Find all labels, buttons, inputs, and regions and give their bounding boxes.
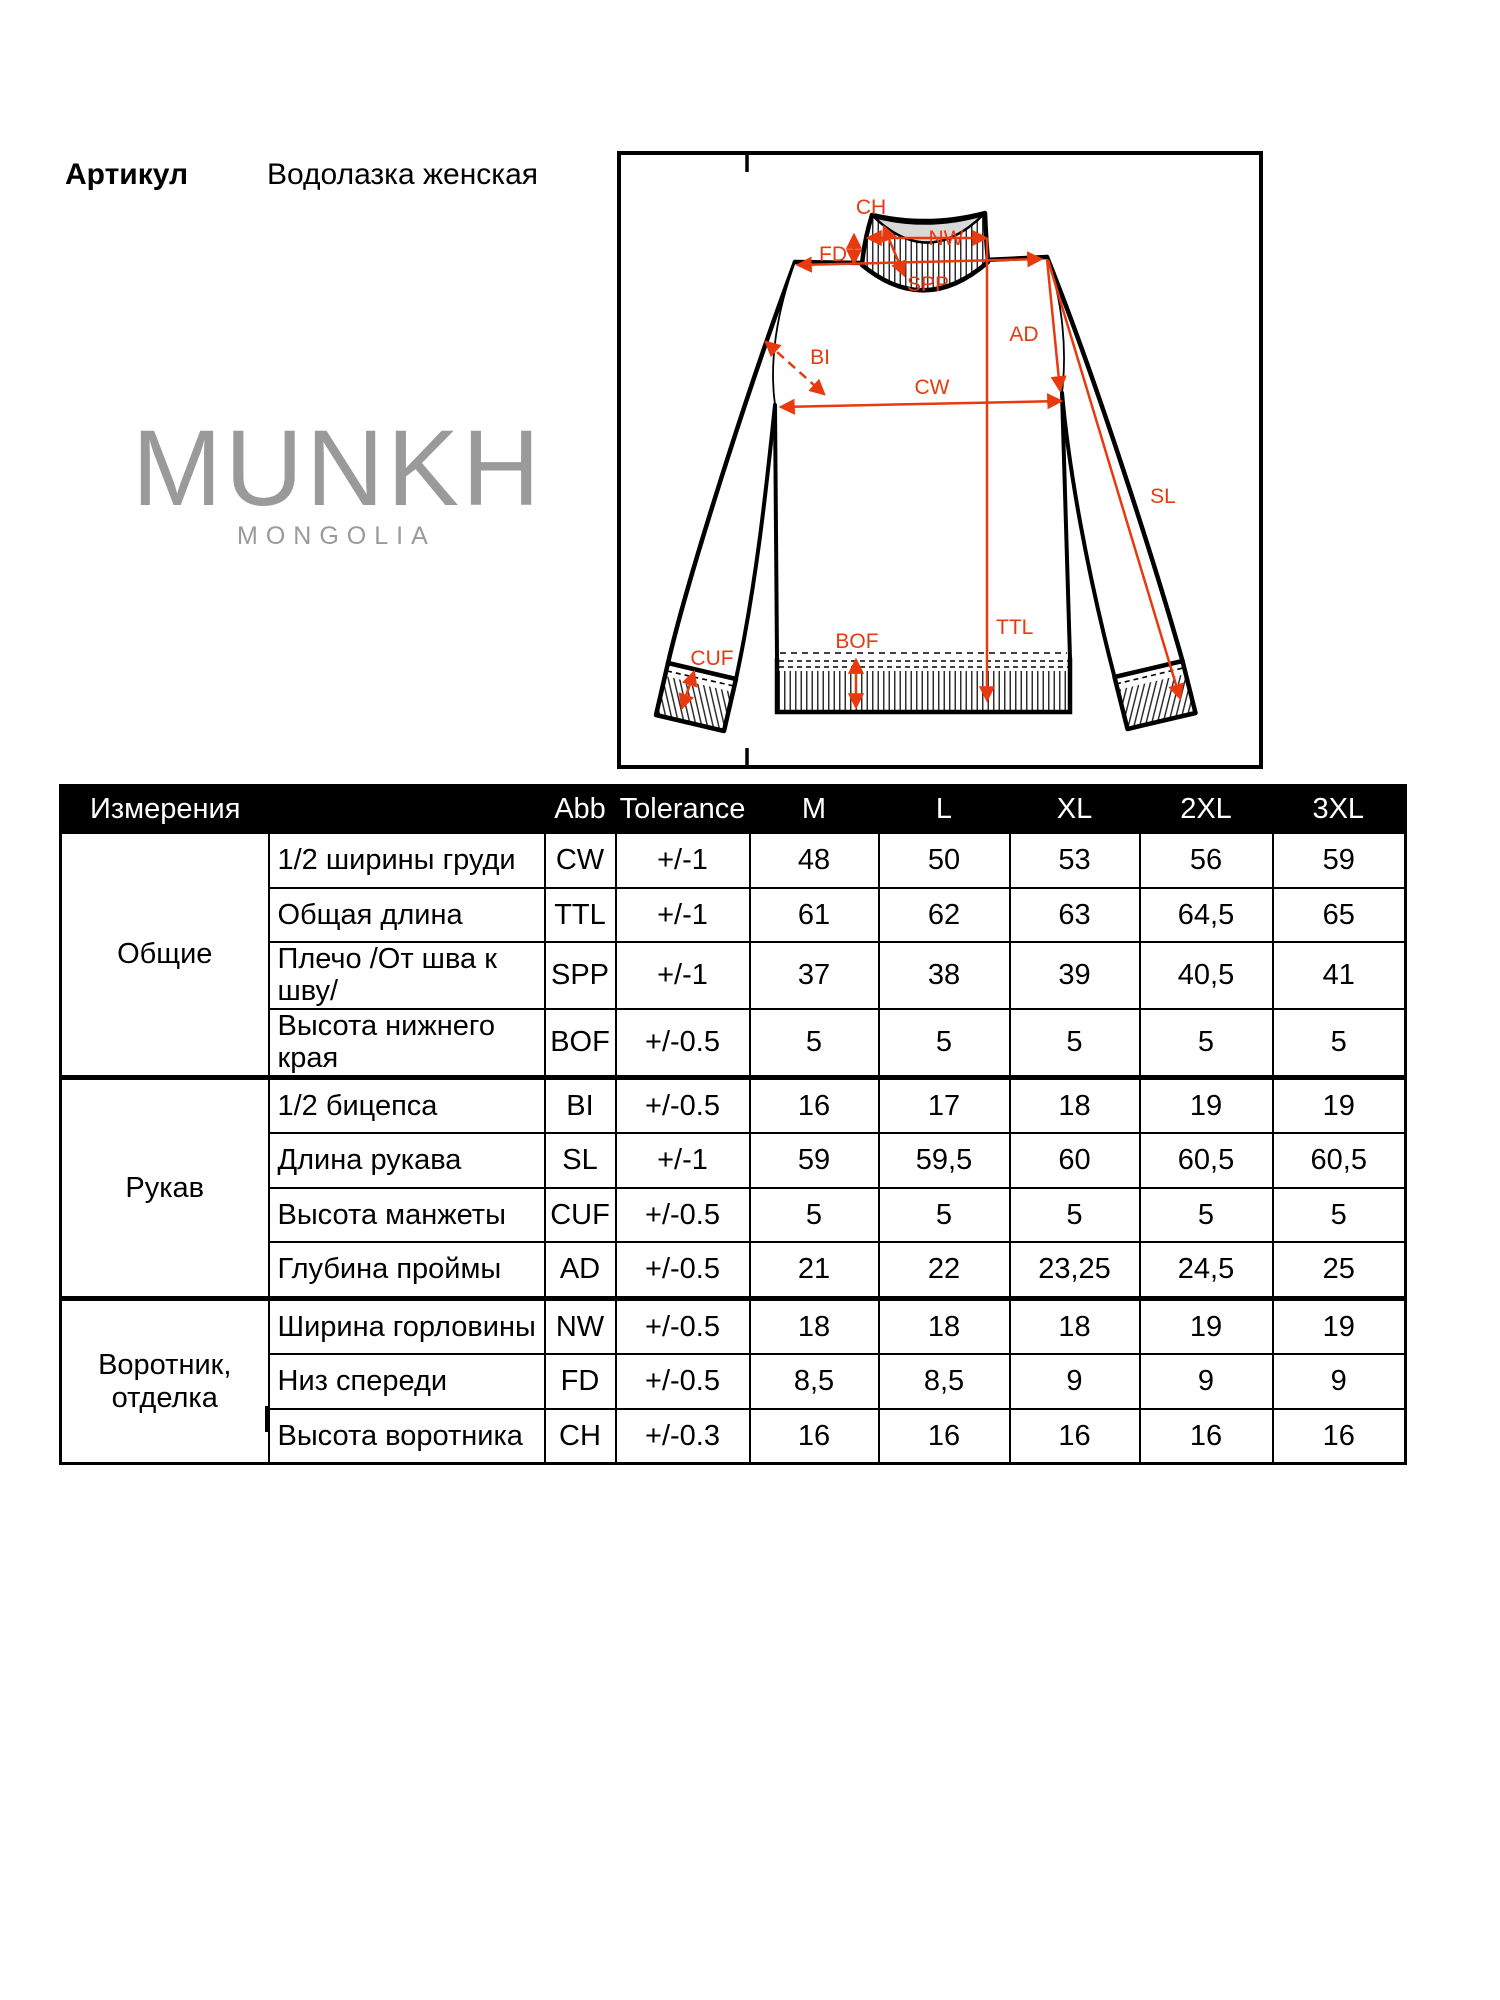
abb-cell: TTL xyxy=(545,888,616,943)
table-row xyxy=(61,1077,1406,1133)
measurement-name-cell: Высота нижнего края xyxy=(269,1009,545,1077)
value-cell: 5 xyxy=(1140,1009,1273,1077)
value-cell: 65 xyxy=(1273,888,1406,943)
value-cell: 16 xyxy=(1273,1409,1406,1464)
value-cell: 39 xyxy=(1010,942,1140,1009)
value-cell: 17 xyxy=(879,1077,1010,1133)
group-cell: Воротник, отделка xyxy=(61,1298,269,1464)
abb-cell: FD xyxy=(545,1354,616,1409)
tolerance-cell: +/-1 xyxy=(616,833,750,888)
value-cell: 5 xyxy=(879,1009,1010,1077)
value-cell: 19 xyxy=(1140,1298,1273,1354)
measurement-name-cell: Ширина горловины xyxy=(269,1298,545,1354)
col-header-abb: Abb xyxy=(545,786,616,834)
article-value: Водолазка женская xyxy=(267,158,539,191)
value-cell: 62 xyxy=(879,888,1010,943)
col-header-size-XL: XL xyxy=(1010,786,1140,834)
measurement-name-cell: Высота воротника xyxy=(269,1409,545,1464)
brand-logo-subtitle: MONGOLIA xyxy=(237,522,436,550)
value-cell: 5 xyxy=(1140,1188,1273,1243)
article-label: Артикул xyxy=(65,158,189,191)
tolerance-cell: +/-0.5 xyxy=(616,1009,750,1077)
col-header-size-L: L xyxy=(879,786,1010,834)
value-cell: 19 xyxy=(1273,1077,1406,1133)
abb-cell: BOF xyxy=(545,1009,616,1077)
abb-cell: BI xyxy=(545,1077,616,1133)
tolerance-cell: +/-1 xyxy=(616,1133,750,1188)
value-cell: 22 xyxy=(879,1242,1010,1298)
value-cell: 18 xyxy=(750,1298,879,1354)
abb-cell: SL xyxy=(545,1133,616,1188)
abb-cell: CUF xyxy=(545,1188,616,1243)
size-table xyxy=(59,784,1407,1465)
abb-cell: SPP xyxy=(545,942,616,1009)
measurement-name-cell: Низ спереди xyxy=(269,1354,545,1409)
value-cell: 48 xyxy=(750,833,879,888)
table-stub-divider xyxy=(265,1406,268,1432)
value-cell: 37 xyxy=(750,942,879,1009)
value-cell: 60,5 xyxy=(1273,1133,1406,1188)
group-cell: Рукав xyxy=(61,1077,269,1298)
tolerance-cell: +/-0.3 xyxy=(616,1409,750,1464)
table-stub-left xyxy=(59,1406,62,1432)
value-cell: 60,5 xyxy=(1140,1133,1273,1188)
brand-logo: MUNKH xyxy=(132,407,543,528)
value-cell: 5 xyxy=(1273,1188,1406,1243)
value-cell: 16 xyxy=(750,1409,879,1464)
value-cell: 9 xyxy=(1010,1354,1140,1409)
tolerance-cell: +/-0.5 xyxy=(616,1077,750,1133)
measure-label-bi: BI xyxy=(810,346,830,369)
value-cell: 50 xyxy=(879,833,1010,888)
col-header-size-M: M xyxy=(750,786,879,834)
measurement-name-cell: Плечо /От шва к шву/ xyxy=(269,942,545,1009)
measurement-name-cell: Длина рукава xyxy=(269,1133,545,1188)
value-cell: 16 xyxy=(879,1409,1010,1464)
value-cell: 59 xyxy=(1273,833,1406,888)
tolerance-cell: +/-1 xyxy=(616,942,750,1009)
value-cell: 5 xyxy=(750,1009,879,1077)
col-header-name xyxy=(269,786,545,834)
measure-label-ttl: TTL xyxy=(996,616,1034,639)
value-cell: 9 xyxy=(1273,1354,1406,1409)
tolerance-cell: +/-0.5 xyxy=(616,1354,750,1409)
table-row xyxy=(61,833,1406,888)
measure-label-cw: CW xyxy=(914,376,950,399)
sweater-body xyxy=(773,257,1070,658)
value-cell: 64,5 xyxy=(1140,888,1273,943)
value-cell: 8,5 xyxy=(750,1354,879,1409)
value-cell: 8,5 xyxy=(879,1354,1010,1409)
value-cell: 25 xyxy=(1273,1242,1406,1298)
value-cell: 18 xyxy=(1010,1077,1140,1133)
value-cell: 5 xyxy=(1273,1009,1406,1077)
col-header-tolerance: Tolerance xyxy=(616,786,750,834)
value-cell: 24,5 xyxy=(1140,1242,1273,1298)
value-cell: 19 xyxy=(1140,1077,1273,1133)
measurement-name-cell: 1/2 бицепса xyxy=(269,1077,545,1133)
measure-label-nw: NW xyxy=(928,227,964,250)
table-header-row xyxy=(61,786,1406,834)
value-cell: 56 xyxy=(1140,833,1273,888)
measure-label-ad: AD xyxy=(1009,323,1039,346)
value-cell: 5 xyxy=(1010,1009,1140,1077)
abb-cell: AD xyxy=(545,1242,616,1298)
value-cell: 16 xyxy=(750,1077,879,1133)
value-cell: 18 xyxy=(879,1298,1010,1354)
value-cell: 5 xyxy=(1010,1188,1140,1243)
garment-diagram xyxy=(617,151,1263,769)
value-cell: 9 xyxy=(1140,1354,1273,1409)
measurement-name-cell: 1/2 ширины груди xyxy=(269,833,545,888)
measure-label-sl: SL xyxy=(1150,485,1176,508)
value-cell: 61 xyxy=(750,888,879,943)
article-row xyxy=(65,158,539,192)
value-cell: 53 xyxy=(1010,833,1140,888)
measure-label-cuf: CUF xyxy=(690,647,734,670)
tolerance-cell: +/-0.5 xyxy=(616,1188,750,1243)
value-cell: 5 xyxy=(879,1188,1010,1243)
tolerance-cell: +/-1 xyxy=(616,888,750,943)
tolerance-cell: +/-0.5 xyxy=(616,1242,750,1298)
value-cell: 16 xyxy=(1010,1409,1140,1464)
abb-cell: CW xyxy=(545,833,616,888)
hem-band xyxy=(777,658,1070,712)
col-header-measurements: Измерения xyxy=(61,786,269,834)
value-cell: 40,5 xyxy=(1140,942,1273,1009)
value-cell: 38 xyxy=(879,942,1010,1009)
value-cell: 21 xyxy=(750,1242,879,1298)
value-cell: 18 xyxy=(1010,1298,1140,1354)
value-cell: 63 xyxy=(1010,888,1140,943)
abb-cell: CH xyxy=(545,1409,616,1464)
value-cell: 41 xyxy=(1273,942,1406,1009)
value-cell: 60 xyxy=(1010,1133,1140,1188)
measure-label-fd: FD xyxy=(819,243,847,266)
col-header-size-3XL: 3XL xyxy=(1273,786,1406,834)
value-cell: 59 xyxy=(750,1133,879,1188)
value-cell: 16 xyxy=(1140,1409,1273,1464)
measure-label-bof: BOF xyxy=(835,630,879,653)
value-cell: 19 xyxy=(1273,1298,1406,1354)
group-cell: Общие xyxy=(61,833,269,1077)
abb-cell: NW xyxy=(545,1298,616,1354)
table-row xyxy=(61,1298,1406,1354)
measure-label-spp: SPP xyxy=(906,273,950,296)
value-cell: 23,25 xyxy=(1010,1242,1140,1298)
measurement-name-cell: Высота манжеты xyxy=(269,1188,545,1243)
measure-label-ch: CH xyxy=(855,196,887,219)
measurement-name-cell: Общая длина xyxy=(269,888,545,943)
value-cell: 59,5 xyxy=(879,1133,1010,1188)
col-header-size-2XL: 2XL xyxy=(1140,786,1273,834)
measurement-name-cell: Глубина проймы xyxy=(269,1242,545,1298)
value-cell: 5 xyxy=(750,1188,879,1243)
tolerance-cell: +/-0.5 xyxy=(616,1298,750,1354)
